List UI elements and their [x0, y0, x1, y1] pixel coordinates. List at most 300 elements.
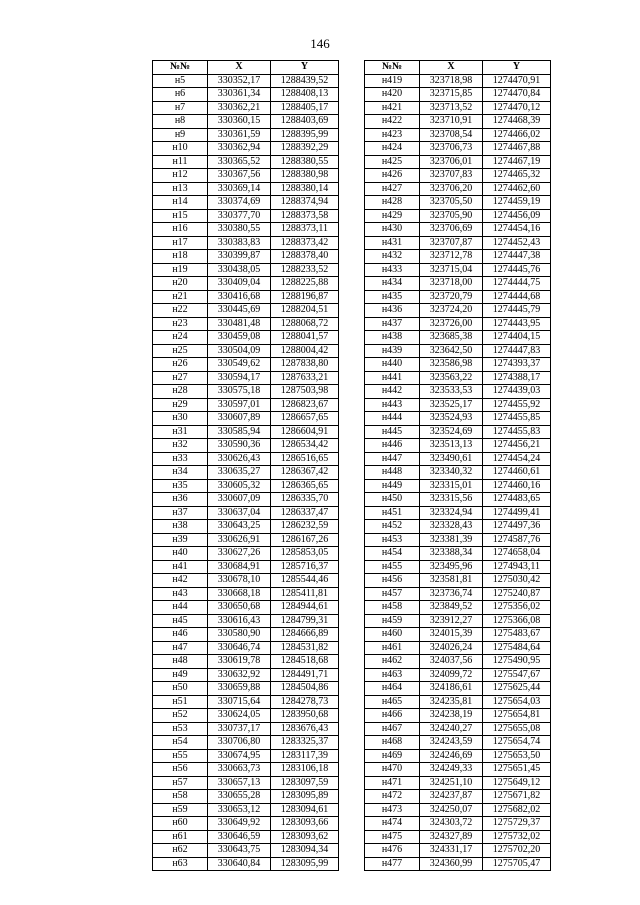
table-row [365, 776, 551, 790]
table-row [365, 331, 551, 345]
table-row [365, 439, 551, 453]
y-coordinate-cell: 1274456,21 [483, 439, 551, 453]
table-row [153, 74, 339, 88]
table-row [153, 830, 339, 844]
y-coordinate-cell: 1274467,88 [483, 142, 551, 156]
y-coordinate-cell: 1283325,37 [271, 736, 339, 750]
x-coordinate-cell: 324303,72 [420, 817, 483, 831]
x-coordinate-cell: 330678,10 [208, 574, 271, 588]
x-coordinate-cell: 323705,50 [420, 196, 483, 210]
point-number-cell: н11 [153, 155, 208, 169]
y-coordinate-cell: 1275702,20 [483, 844, 551, 858]
y-coordinate-cell: 1287503,98 [271, 385, 339, 399]
x-coordinate-cell: 330684,91 [208, 560, 271, 574]
y-coordinate-cell: 1283950,68 [271, 709, 339, 723]
table-row [153, 290, 339, 304]
y-coordinate-cell: 1275625,44 [483, 682, 551, 696]
table-row [365, 614, 551, 628]
y-coordinate-cell: 1275240,87 [483, 587, 551, 601]
y-coordinate-cell: 1275484,64 [483, 641, 551, 655]
table-row [365, 857, 551, 871]
table-row [365, 547, 551, 561]
point-number-cell: н26 [153, 358, 208, 372]
y-coordinate-cell: 1288225,88 [271, 277, 339, 291]
point-number-cell: н441 [365, 371, 420, 385]
y-coordinate-cell: 1275671,82 [483, 790, 551, 804]
page-number: 146 [310, 36, 330, 51]
y-coordinate-cell: 1286534,42 [271, 439, 339, 453]
point-number-cell: н424 [365, 142, 420, 156]
point-number-cell: н29 [153, 398, 208, 412]
point-number-cell: н449 [365, 479, 420, 493]
table-row [153, 614, 339, 628]
y-coordinate-cell: 1288392,29 [271, 142, 339, 156]
x-coordinate-cell: 323513,13 [420, 439, 483, 453]
table-row [153, 223, 339, 237]
y-coordinate-cell: 1288041,57 [271, 331, 339, 345]
point-number-cell: н34 [153, 466, 208, 480]
y-coordinate-cell: 1286367,42 [271, 466, 339, 480]
point-number-cell: н442 [365, 385, 420, 399]
y-coordinate-cell: 1274456,09 [483, 209, 551, 223]
table-row [365, 722, 551, 736]
x-coordinate-cell: 323705,90 [420, 209, 483, 223]
x-coordinate-cell: 330607,89 [208, 412, 271, 426]
table-row [365, 844, 551, 858]
header-point-number: №№ [153, 61, 208, 75]
x-coordinate-cell: 323315,56 [420, 493, 483, 507]
point-number-cell: н36 [153, 493, 208, 507]
y-coordinate-cell: 1288233,52 [271, 263, 339, 277]
y-coordinate-cell: 1275682,02 [483, 803, 551, 817]
point-number-cell: н427 [365, 182, 420, 196]
x-coordinate-cell: 330706,80 [208, 736, 271, 750]
table-row [153, 466, 339, 480]
x-coordinate-cell: 324099,72 [420, 668, 483, 682]
y-coordinate-cell: 1286337,47 [271, 506, 339, 520]
point-number-cell: н440 [365, 358, 420, 372]
y-coordinate-cell: 1288068,72 [271, 317, 339, 331]
x-coordinate-cell: 330377,70 [208, 209, 271, 223]
point-number-cell: н446 [365, 439, 420, 453]
point-number-cell: н53 [153, 722, 208, 736]
table-row [365, 236, 551, 250]
table-row [365, 574, 551, 588]
x-coordinate-cell: 330361,59 [208, 128, 271, 142]
y-coordinate-cell: 1274465,32 [483, 169, 551, 183]
x-coordinate-cell: 330580,90 [208, 628, 271, 642]
y-coordinate-cell: 1288378,40 [271, 250, 339, 264]
point-number-cell: н468 [365, 736, 420, 750]
y-coordinate-cell: 1288374,94 [271, 196, 339, 210]
point-number-cell: н31 [153, 425, 208, 439]
point-number-cell: н456 [365, 574, 420, 588]
y-coordinate-cell: 1274466,02 [483, 128, 551, 142]
point-number-cell: н432 [365, 250, 420, 264]
point-number-cell: н24 [153, 331, 208, 345]
table-row [153, 344, 339, 358]
x-coordinate-cell: 323708,54 [420, 128, 483, 142]
table-row [153, 250, 339, 264]
point-number-cell: н475 [365, 830, 420, 844]
table-row [153, 601, 339, 615]
point-number-cell: н50 [153, 682, 208, 696]
table-row [365, 304, 551, 318]
table-row [153, 574, 339, 588]
x-coordinate-cell: 330627,26 [208, 547, 271, 561]
y-coordinate-cell: 1274467,19 [483, 155, 551, 169]
y-coordinate-cell: 1274388,17 [483, 371, 551, 385]
x-coordinate-cell: 324238,19 [420, 709, 483, 723]
point-number-cell: н25 [153, 344, 208, 358]
x-coordinate-cell: 330383,83 [208, 236, 271, 250]
table-row [365, 371, 551, 385]
x-coordinate-cell: 330650,68 [208, 601, 271, 615]
x-coordinate-cell: 324015,39 [420, 628, 483, 642]
table-row [153, 169, 339, 183]
point-number-cell: н48 [153, 655, 208, 669]
point-number-cell: н32 [153, 439, 208, 453]
x-coordinate-cell: 330715,64 [208, 695, 271, 709]
point-number-cell: н460 [365, 628, 420, 642]
x-coordinate-cell: 330504,09 [208, 344, 271, 358]
x-coordinate-cell: 323720,79 [420, 290, 483, 304]
table-row [365, 182, 551, 196]
x-coordinate-cell: 324360,99 [420, 857, 483, 871]
x-coordinate-cell: 323340,32 [420, 466, 483, 480]
y-coordinate-cell: 1284666,89 [271, 628, 339, 642]
table-row [153, 155, 339, 169]
x-coordinate-cell: 323710,91 [420, 115, 483, 129]
y-coordinate-cell: 1275366,08 [483, 614, 551, 628]
x-coordinate-cell: 330637,04 [208, 506, 271, 520]
table-row [153, 709, 339, 723]
y-coordinate-cell: 1288408,13 [271, 88, 339, 102]
table-row [365, 250, 551, 264]
y-coordinate-cell: 1283117,39 [271, 749, 339, 763]
x-coordinate-cell: 323849,52 [420, 601, 483, 615]
x-coordinate-cell: 323706,73 [420, 142, 483, 156]
x-coordinate-cell: 324037,56 [420, 655, 483, 669]
x-coordinate-cell: 330640,84 [208, 857, 271, 871]
x-coordinate-cell: 323707,87 [420, 236, 483, 250]
point-number-cell: н21 [153, 290, 208, 304]
x-coordinate-cell: 324246,69 [420, 749, 483, 763]
y-coordinate-cell: 1284278,73 [271, 695, 339, 709]
point-number-cell: н434 [365, 277, 420, 291]
table-row [365, 425, 551, 439]
x-coordinate-cell: 330590,36 [208, 439, 271, 453]
header-y: Y [271, 61, 339, 75]
y-coordinate-cell: 1285544,46 [271, 574, 339, 588]
point-number-cell: н465 [365, 695, 420, 709]
y-coordinate-cell: 1274470,12 [483, 101, 551, 115]
y-coordinate-cell: 1283097,59 [271, 776, 339, 790]
y-coordinate-cell: 1275651,45 [483, 763, 551, 777]
y-coordinate-cell: 1284504,86 [271, 682, 339, 696]
table-row [365, 344, 551, 358]
y-coordinate-cell: 1283676,43 [271, 722, 339, 736]
point-number-cell: н473 [365, 803, 420, 817]
y-coordinate-cell: 1274497,36 [483, 520, 551, 534]
x-coordinate-cell: 323581,81 [420, 574, 483, 588]
table-row [365, 169, 551, 183]
table-row [153, 641, 339, 655]
x-coordinate-cell: 324237,87 [420, 790, 483, 804]
header-point-number: №№ [365, 61, 420, 75]
y-coordinate-cell: 1284531,82 [271, 641, 339, 655]
y-coordinate-cell: 1288405,17 [271, 101, 339, 115]
x-coordinate-cell: 323718,00 [420, 277, 483, 291]
x-coordinate-cell: 323715,04 [420, 263, 483, 277]
x-coordinate-cell: 330643,75 [208, 844, 271, 858]
point-number-cell: н10 [153, 142, 208, 156]
table-row [365, 277, 551, 291]
point-number-cell: н476 [365, 844, 420, 858]
point-number-cell: н58 [153, 790, 208, 804]
table-row [153, 506, 339, 520]
y-coordinate-cell: 1274587,76 [483, 533, 551, 547]
point-number-cell: н467 [365, 722, 420, 736]
table-row [365, 88, 551, 102]
x-coordinate-cell: 330369,14 [208, 182, 271, 196]
y-coordinate-cell: 1274452,43 [483, 236, 551, 250]
point-number-cell: н462 [365, 655, 420, 669]
y-coordinate-cell: 1274439,03 [483, 385, 551, 399]
point-number-cell: н9 [153, 128, 208, 142]
x-coordinate-cell: 330605,32 [208, 479, 271, 493]
point-number-cell: н8 [153, 115, 208, 129]
point-number-cell: н39 [153, 533, 208, 547]
y-coordinate-cell: 1287838,80 [271, 358, 339, 372]
y-coordinate-cell: 1274455,85 [483, 412, 551, 426]
point-number-cell: н51 [153, 695, 208, 709]
y-coordinate-cell: 1288196,87 [271, 290, 339, 304]
y-coordinate-cell: 1275030,42 [483, 574, 551, 588]
point-number-cell: н469 [365, 749, 420, 763]
y-coordinate-cell: 1285411,81 [271, 587, 339, 601]
table-row [153, 628, 339, 642]
x-coordinate-cell: 323495,96 [420, 560, 483, 574]
table-row [365, 74, 551, 88]
point-number-cell: н420 [365, 88, 420, 102]
table-row [153, 655, 339, 669]
point-number-cell: н466 [365, 709, 420, 723]
x-coordinate-cell: 323706,01 [420, 155, 483, 169]
point-number-cell: н40 [153, 547, 208, 561]
point-number-cell: н59 [153, 803, 208, 817]
point-number-cell: н459 [365, 614, 420, 628]
table-row [153, 736, 339, 750]
point-number-cell: н63 [153, 857, 208, 871]
table-header-row [153, 61, 339, 75]
x-coordinate-cell: 330399,87 [208, 250, 271, 264]
table-row [365, 358, 551, 372]
table-row [153, 682, 339, 696]
point-number-cell: н448 [365, 466, 420, 480]
point-number-cell: н47 [153, 641, 208, 655]
x-coordinate-cell: 330626,43 [208, 452, 271, 466]
point-number-cell: н19 [153, 263, 208, 277]
table-row [365, 749, 551, 763]
point-number-cell: н55 [153, 749, 208, 763]
x-coordinate-cell: 330549,62 [208, 358, 271, 372]
table-row [365, 209, 551, 223]
point-number-cell: н470 [365, 763, 420, 777]
table-row [153, 196, 339, 210]
point-number-cell: н438 [365, 331, 420, 345]
y-coordinate-cell: 1274658,04 [483, 547, 551, 561]
point-number-cell: н451 [365, 506, 420, 520]
table-row [153, 857, 339, 871]
header-x: X [208, 61, 271, 75]
y-coordinate-cell: 1283095,89 [271, 790, 339, 804]
table-row [365, 101, 551, 115]
point-number-cell: н425 [365, 155, 420, 169]
y-coordinate-cell: 1275490,95 [483, 655, 551, 669]
table-row [365, 520, 551, 534]
point-number-cell: н433 [365, 263, 420, 277]
y-coordinate-cell: 1288373,42 [271, 236, 339, 250]
point-number-cell: н12 [153, 169, 208, 183]
x-coordinate-cell: 330374,69 [208, 196, 271, 210]
point-number-cell: н28 [153, 385, 208, 399]
x-coordinate-cell: 324331,17 [420, 844, 483, 858]
table-row [365, 128, 551, 142]
x-coordinate-cell: 323724,20 [420, 304, 483, 318]
point-number-cell: н423 [365, 128, 420, 142]
point-number-cell: н429 [365, 209, 420, 223]
table-row [153, 101, 339, 115]
table-row [153, 142, 339, 156]
point-number-cell: н14 [153, 196, 208, 210]
point-number-cell: н33 [153, 452, 208, 466]
y-coordinate-cell: 1274459,19 [483, 196, 551, 210]
y-coordinate-cell: 1284518,68 [271, 655, 339, 669]
coordinates-table-right [364, 60, 551, 871]
y-coordinate-cell: 1275654,81 [483, 709, 551, 723]
point-number-cell: н54 [153, 736, 208, 750]
y-coordinate-cell: 1287633,21 [271, 371, 339, 385]
table-row [153, 277, 339, 291]
table-row [365, 763, 551, 777]
y-coordinate-cell: 1275483,67 [483, 628, 551, 642]
header-y: Y [483, 61, 551, 75]
table-row [365, 115, 551, 129]
y-coordinate-cell: 1283093,62 [271, 830, 339, 844]
point-number-cell: н62 [153, 844, 208, 858]
x-coordinate-cell: 323715,85 [420, 88, 483, 102]
y-coordinate-cell: 1274445,79 [483, 304, 551, 318]
x-coordinate-cell: 323706,69 [420, 223, 483, 237]
x-coordinate-cell: 323586,98 [420, 358, 483, 372]
point-number-cell: н458 [365, 601, 420, 615]
x-coordinate-cell: 330607,09 [208, 493, 271, 507]
table-row [153, 371, 339, 385]
table-row [365, 695, 551, 709]
point-number-cell: н30 [153, 412, 208, 426]
y-coordinate-cell: 1274444,75 [483, 277, 551, 291]
y-coordinate-cell: 1274460,16 [483, 479, 551, 493]
point-number-cell: н15 [153, 209, 208, 223]
y-coordinate-cell: 1288380,55 [271, 155, 339, 169]
x-coordinate-cell: 323524,93 [420, 412, 483, 426]
point-number-cell: н455 [365, 560, 420, 574]
point-number-cell: н471 [365, 776, 420, 790]
point-number-cell: н461 [365, 641, 420, 655]
y-coordinate-cell: 1274454,16 [483, 223, 551, 237]
point-number-cell: н421 [365, 101, 420, 115]
x-coordinate-cell: 330619,78 [208, 655, 271, 669]
table-row [365, 223, 551, 237]
table-row [365, 385, 551, 399]
y-coordinate-cell: 1274393,37 [483, 358, 551, 372]
y-coordinate-cell: 1274470,84 [483, 88, 551, 102]
y-coordinate-cell: 1274447,83 [483, 344, 551, 358]
table-row [153, 236, 339, 250]
y-coordinate-cell: 1274470,91 [483, 74, 551, 88]
table-row [365, 493, 551, 507]
point-number-cell: н61 [153, 830, 208, 844]
table-row [365, 196, 551, 210]
y-coordinate-cell: 1275356,02 [483, 601, 551, 615]
x-coordinate-cell: 330674,95 [208, 749, 271, 763]
point-number-cell: н20 [153, 277, 208, 291]
y-coordinate-cell: 1283094,34 [271, 844, 339, 858]
table-row [153, 398, 339, 412]
y-coordinate-cell: 1275653,50 [483, 749, 551, 763]
x-coordinate-cell: 323563,22 [420, 371, 483, 385]
point-number-cell: н44 [153, 601, 208, 615]
table-row [153, 304, 339, 318]
coordinates-table-left [152, 60, 339, 871]
table-row [365, 466, 551, 480]
y-coordinate-cell: 1285716,37 [271, 560, 339, 574]
y-coordinate-cell: 1275649,12 [483, 776, 551, 790]
table-row [153, 425, 339, 439]
y-coordinate-cell: 1274462,60 [483, 182, 551, 196]
point-number-cell: н477 [365, 857, 420, 871]
y-coordinate-cell: 1274404,15 [483, 331, 551, 345]
y-coordinate-cell: 1274444,68 [483, 290, 551, 304]
x-coordinate-cell: 330668,18 [208, 587, 271, 601]
x-coordinate-cell: 323707,83 [420, 169, 483, 183]
y-coordinate-cell: 1283094,61 [271, 803, 339, 817]
point-number-cell: н57 [153, 776, 208, 790]
table-row [365, 290, 551, 304]
table-row [153, 412, 339, 426]
point-number-cell: н18 [153, 250, 208, 264]
point-number-cell: н46 [153, 628, 208, 642]
table-header-row [365, 61, 551, 75]
x-coordinate-cell: 330597,01 [208, 398, 271, 412]
x-coordinate-cell: 330594,17 [208, 371, 271, 385]
table-row [153, 668, 339, 682]
point-number-cell: н426 [365, 169, 420, 183]
x-coordinate-cell: 330663,73 [208, 763, 271, 777]
table-row [153, 452, 339, 466]
y-coordinate-cell: 1286167,26 [271, 533, 339, 547]
table-row [153, 128, 339, 142]
table-row [365, 628, 551, 642]
table-row [365, 655, 551, 669]
point-number-cell: н49 [153, 668, 208, 682]
point-number-cell: н23 [153, 317, 208, 331]
y-coordinate-cell: 1286516,65 [271, 452, 339, 466]
y-coordinate-cell: 1275655,08 [483, 722, 551, 736]
y-coordinate-cell: 1286604,91 [271, 425, 339, 439]
x-coordinate-cell: 330657,13 [208, 776, 271, 790]
